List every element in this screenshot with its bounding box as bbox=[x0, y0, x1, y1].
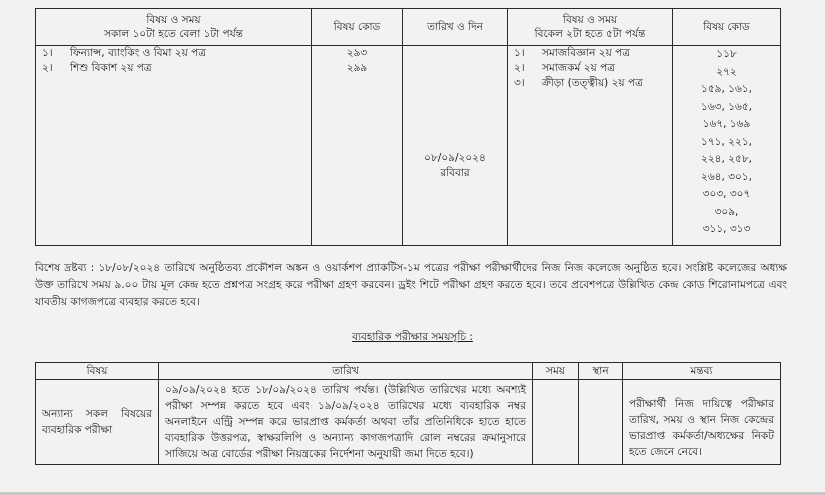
afternoon-subjects-cell bbox=[508, 46, 673, 246]
practical-date-cell: ০৯/০৯/২০২৪ হতে ১৮/০৯/২০২৪ তারিখ পর্যন্ত। (উল্লিখিত তারিখের মধ্যে অবশ্যই পরীক্ষা সম্পন্ন করতে হবে এবং ১৯/০৯/২০২৪ তারিখের মধ্যে ব্যবহারিক নম্বর অনলাইনে এন্ট্রি সম্পন্ন করে ভারপ্রাপ্ত কর্মকর্তা অথবা তাঁর প্রতিনিধিকে হাতে হাতে ব্যবহারিক উত্তরপত্র, স্বাক্ষরলিপি ও অন্যান্য কাগজপত্রাদি রোল নম্বরের ক্রমানুসারে সাজিয়ে অত্র বোর্ডের পরীক্ষা নিয়ন্ত্রকের নির্দেশনা অনুযায়ী জমা দিতে হবে।) bbox=[159, 380, 533, 465]
practical-place-cell bbox=[579, 380, 623, 465]
practical-time-cell bbox=[533, 380, 579, 465]
header-subject-code-2: বিষয় কোড bbox=[673, 9, 781, 46]
special-note: বিশেষ দ্রষ্টব্য : ১৮/০৮/২০২৪ তারিখে অনুষ্ঠিতব্য প্রকৌশল অঙ্কন ও ওয়ার্কশপ প্র্যাকটিস-১ম পত্রের পরীক্ষা পরীক্ষার্থীদের নিজ নিজ কলেজে অনুষ্ঠিত হবে। সংশ্লিষ্ট কলেজের অধ্যক্ষ উক্ত তারিখে সময় ৯.০০ টায় মূল কেন্দ্র হতে প্রশ্নপত্র সংগ্রহ করে পরীক্ষা গ্রহণ করবেন। ড্রইং শিটে পরীক্ষা গ্রহণ করতে হবে। তবে প্রবেশপত্রে উল্লিখিত কেন্দ্র কোড শিরোনামপত্রে এবং যাবতীয় কাগজপত্রে ব্যবহার করতে হবে। bbox=[35, 262, 787, 308]
header-place: স্থান bbox=[579, 363, 623, 380]
list-item: ১। সমাজবিজ্ঞান ২য় পত্র bbox=[514, 47, 630, 59]
date-day-cell bbox=[403, 46, 508, 246]
header-remarks: মন্তব্য bbox=[623, 363, 781, 380]
practical-heading: ব্যবহারিক পরীক্ষার সময়সূচি : bbox=[352, 331, 473, 343]
practical-subject-cell: অন্যান্য সকল বিষয়ের ব্যবহারিক পরীক্ষা bbox=[36, 380, 159, 465]
header-morning-subject: বিষয় ও সময় সকাল ১০টা হতে বেলা ১টা পর্যন্ত bbox=[36, 9, 312, 46]
exam-day: রবিবার bbox=[440, 166, 470, 179]
header-afternoon-subject: বিষয় ও সময় বিকেল ২টা হতে ৫টা পর্যন্ত bbox=[508, 9, 673, 46]
practical-exam-table bbox=[35, 362, 781, 465]
morning-codes-cell: ২৯৩ ২৯৯ bbox=[312, 46, 403, 246]
practical-remarks-cell: পরীক্ষার্থী নিজ দায়িত্বে পরীক্ষার তারিখ, সময় ও স্থান নিজ কেন্দ্রের ভারপ্রাপ্ত কর্মকর্তা/অধ্যক্ষের নিকট হতে জেনে নেবে। bbox=[623, 380, 781, 465]
list-item: ৩। ক্রীড়া (তত্ত্বীয়) ২য় পত্র bbox=[514, 77, 643, 89]
list-item: ১। ফিন্যান্স, ব্যাংকিং ও বিমা ২য় পত্র bbox=[42, 47, 206, 59]
header-subject-code: বিষয় কোড bbox=[312, 9, 403, 46]
morning-subjects-cell bbox=[36, 46, 312, 246]
practical-header-row bbox=[36, 363, 781, 380]
theory-exam-table bbox=[35, 8, 781, 246]
header-date: তারিখ bbox=[159, 363, 533, 380]
header-time: সময় bbox=[533, 363, 579, 380]
afternoon-codes-cell: ১১৮ ২৭২ ১৫৯, ১৬১, ১৬৩, ১৬৫, ১৬৭, ১৬৯ ১৭১, ২২১, ২২৪, ২৫৮, ২৬৪, ৩০১, ৩০৩, ৩০৭ ৩০৯, ৩১১, ৩১৩ bbox=[673, 46, 781, 246]
theory-header-row bbox=[36, 9, 781, 46]
header-date-day: তারিখ ও দিন bbox=[403, 9, 508, 46]
header-subject: বিষয় bbox=[36, 363, 159, 380]
theory-body-row bbox=[36, 46, 781, 246]
exam-date: ০৮/০৯/২০২৪ bbox=[424, 151, 486, 164]
table-row bbox=[36, 380, 781, 465]
list-item: ২। শিশু বিকাশ ২য় পত্র bbox=[42, 62, 152, 74]
list-item: ২। সমাজকর্ম ২য় পত্র bbox=[514, 62, 615, 74]
